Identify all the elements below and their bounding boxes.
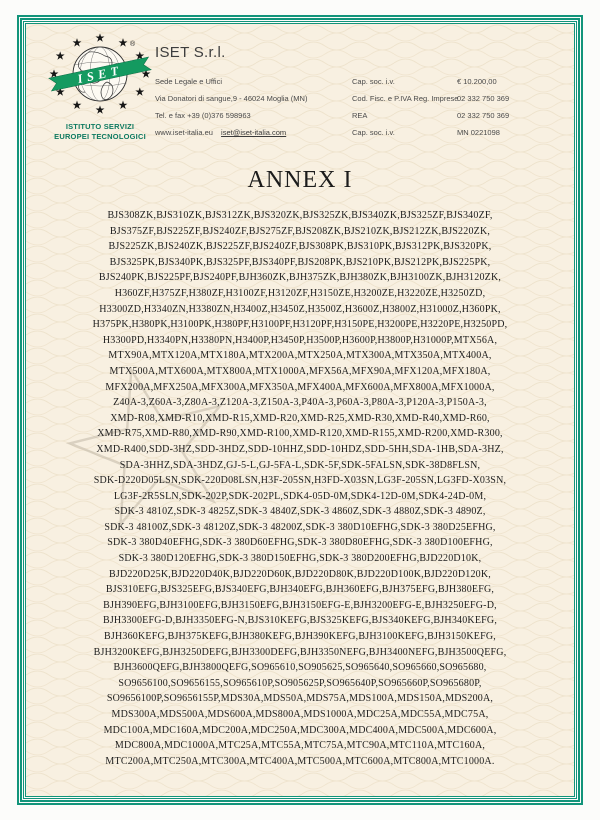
contact-phone-line: Tel. e fax +39 (0)376 598963 [155, 111, 251, 120]
registry-value: 02 332 750 369 [457, 94, 510, 103]
registry-block [352, 77, 574, 145]
code-line: H3300PD,H3340PN,H3380PN,H3400P,H3450P,H3500P,H3600P,H3800P,H31000P,MTX56A, [102, 334, 498, 346]
company-name: ISET S.r.l. [155, 44, 226, 61]
code-line: BJH360KEFG,BJH375KEFG,BJH380KEFG,BJH390KEFG,BJH3100KEFG,BJH3150KEFG, [104, 631, 496, 643]
registry-row [352, 77, 574, 94]
code-line: BJH3300EFG-D,BJH3350EFG-N,BJS310KEFG,BJS325KEFG,BJS340KEFG,BJH340KEFG, [102, 615, 498, 627]
website-link[interactable]: www.iset-italia.eu [155, 128, 213, 137]
code-line: MDC100A,MDC160A,MDC200A,MDC250A,MDC300A,MDC400A,MDC500A,MDC600A, [103, 724, 497, 736]
org-name-line2: EUROPEI TECNOLOGICI [54, 131, 146, 141]
iset-logo-block [40, 32, 160, 141]
org-name-line1: ISTITUTO SERVIZI [65, 122, 135, 131]
registry-label: Cap. soc. i.v. [352, 128, 395, 137]
registry-row [352, 111, 574, 128]
code-line: MFX200A,MFX250A,MFX300A,MFX350A,MFX400A,MFX600A,MFX800A,MFX1000A, [105, 381, 495, 393]
frame-line-2 [20, 18, 580, 802]
code-line: MTX500A,MTX600A,MTX800A,MTX1000A,MFX56A,MFX90A,MFX120A,MFX180A, [109, 365, 491, 377]
contact-block [155, 77, 355, 145]
registry-value: 02 332 750 369 [457, 111, 510, 120]
email-link[interactable]: iset@iset-italia.com [221, 128, 287, 137]
code-line: BJS375ZF,BJS225ZF,BJS240ZF,BJS275ZF,BJS208ZK,BJS210ZK,BJS212ZK,BJS220ZK, [109, 225, 491, 237]
code-line: XMD-R400,SDD-3HZ,SDD-3HDZ,SDD-10HHZ,SDD-10HDZ,SDD-5HH,SDA-1HB,SDA-3HZ, [96, 443, 504, 455]
registry-label: Cap. soc. i.v. [352, 77, 395, 86]
code-line: BJS225ZK,BJS240ZK,BJS225ZF,BJS240ZF,BJS308PK,BJS310PK,BJS312PK,BJS320PK, [108, 241, 492, 253]
code-line: BJS325PK,BJS340PK,BJS325PF,BJS340PF,BJS208PK,BJS210PK,BJS212PK,BJS225PK, [109, 256, 491, 268]
code-line: BJH3600QEFG,BJH3800QEFG,SO965610,SO905625,SO965640,SO965660,SO965680, [113, 662, 487, 674]
code-line: MTC200A,MTC250A,MTC300A,MTC400A,MTC500A,MTC600A,MTC800A,MTC1000A. [105, 755, 495, 767]
registry-label: Cod. Fisc. e P.IVA Reg. Imprese [352, 94, 459, 103]
code-line: SO9656100,SO9656155,SO965610P,SO905625P,SO965640P,SO965660P,SO965680P, [118, 677, 482, 689]
product-code-list [66, 208, 534, 769]
code-line: SDK-3 380D120EFHG,SDK-3 380D150EFHG,SDK-3 380D200EFHG,BJD220D10K, [118, 553, 482, 565]
code-line: BJH3200KEFG,BJH3250DEFG,BJH3300DEFG,BJH3350NEFG,BJH3400NEFG,BJH3500QEFG, [93, 646, 507, 658]
frame-line-3 [23, 21, 577, 799]
code-line: BJS310EFG,BJS325EFG,BJS340EFG,BJH340EFG,BJH360EFG,BJH375EFG,BJH380EFG, [105, 584, 495, 596]
code-line: MTX90A,MTX120A,MTX180A,MTX200A,MTX250A,MTX300A,MTX350A,MTX400A, [108, 350, 492, 362]
org-name [40, 122, 160, 141]
annex-title: ANNEX I [247, 167, 353, 193]
code-line: SDK-3 380D40EFHG,SDK-3 380D60EFHG,SDK-3 380D80EFHG,SDK-3 380D100EFHG, [107, 537, 493, 549]
registry-row [352, 94, 574, 111]
code-line: BJD220D25K,BJD220D40K,BJD220D60K,BJD220D80K,BJD220D100K,BJD220D120K, [109, 568, 491, 580]
code-line: Z40A-3,Z60A-3,Z80A-3,Z120A-3,Z150A-3,P40A-3,P60A-3,P80A-3,P120A-3,P150A-3, [113, 397, 487, 409]
logo-banner-text: ISET [76, 62, 124, 87]
code-line: BJS240PK,BJS225PF,BJS240PF,BJH360ZK,BJH375ZK,BJH380ZK,BJH3100ZK,BJH3120ZK, [98, 272, 502, 284]
contact-office-line: Sede Legale e Uffici [155, 77, 222, 86]
code-line: SO9656100P,SO9656155P,MDS30A,MDS50A,MDS75A,MDS100A,MDS150A,MDS200A, [106, 693, 494, 705]
registry-value: MN 0221098 [457, 128, 500, 137]
code-line: SDK-D220D05LSN,SDK-220D08LSN,H3F-205SN,H3FD-X03SN,LG3F-205SN,LG3FD-X03SN, [93, 475, 507, 487]
code-line: SDA-3HHZ,SDA-3HDZ,GJ-5-L,GJ-5FA-L,SDK-5F,SDK-5FALSN,SDK-38D8FLSN, [119, 459, 481, 471]
contact-address-line: Via Donatori di sangue,9 - 46024 Moglia (MN) [155, 94, 308, 103]
code-line: LG3F-2R5SLN,SDK-202P,SDK-202PL,SDK4-05D-0M,SDK4-12D-0M,SDK4-24D-0M, [113, 490, 487, 502]
code-line: BJS308ZK,BJS310ZK,BJS312ZK,BJS320ZK,BJS325ZK,BJS340ZK,BJS325ZF,BJS340ZF, [107, 210, 493, 221]
code-line: MDC800A,MDC1000A,MTC25A,MTC55A,MTC75A,MTC90A,MTC110A,MTC160A, [114, 740, 486, 752]
registry-label: REA [352, 111, 368, 120]
code-line: MDS300A,MDS500A,MDS600A,MDS800A,MDS1000A,MDC25A,MDC55A,MDC75A, [111, 709, 489, 720]
code-line: BJH390EFG,BJH3100EFG,BJH3150EFG,BJH3150EFG-E,BJH3200EFG-E,BJH3250EFG-D, [103, 599, 497, 611]
code-line: SDK-3 4810Z,SDK-3 4825Z,SDK-3 4840Z,SDK-3 4860Z,SDK-3 4880Z,SDK-3 4890Z, [114, 506, 486, 518]
registry-value: € 10.200,00 [457, 77, 497, 86]
registry-row [352, 128, 574, 145]
code-line: H3300ZD,H3340ZN,H3380ZN,H3400Z,H3450Z,H3500Z,H3600Z,H3800Z,H31000Z,H360PK, [99, 303, 501, 315]
contact-web-line [155, 128, 355, 145]
code-line: SDK-3 48100Z,SDK-3 48120Z,SDK-3 48200Z,SDK-3 380D10EFHG,SDK-3 380D25EFHG, [104, 521, 496, 533]
iset-globe-logo [45, 32, 155, 120]
code-line: XMD-R75,XMD-R80,XMD-R90,XMD-R100,XMD-R120,XMD-R155,XMD-R200,XMD-R300, [97, 428, 503, 440]
certificate-page [26, 24, 574, 796]
code-line: XMD-R08,XMD-R10,XMD-R15,XMD-R20,XMD-R25,XMD-R30,XMD-R40,XMD-R60, [110, 412, 490, 424]
code-line: H360ZF,H375ZF,H380ZF,H3100ZF,H3120ZF,H3150ZE,H3200ZE,H3220ZE,H3250ZD, [114, 287, 486, 299]
certificate-frame [17, 15, 583, 805]
code-line: H375PK,H380PK,H3100PK,H380PF,H3100PF,H3120PF,H3150PE,H3200PE,H3220PE,H3250PD, [92, 319, 508, 331]
registered-trademark-icon: ® [130, 41, 136, 48]
frame-line-4 [25, 23, 575, 797]
